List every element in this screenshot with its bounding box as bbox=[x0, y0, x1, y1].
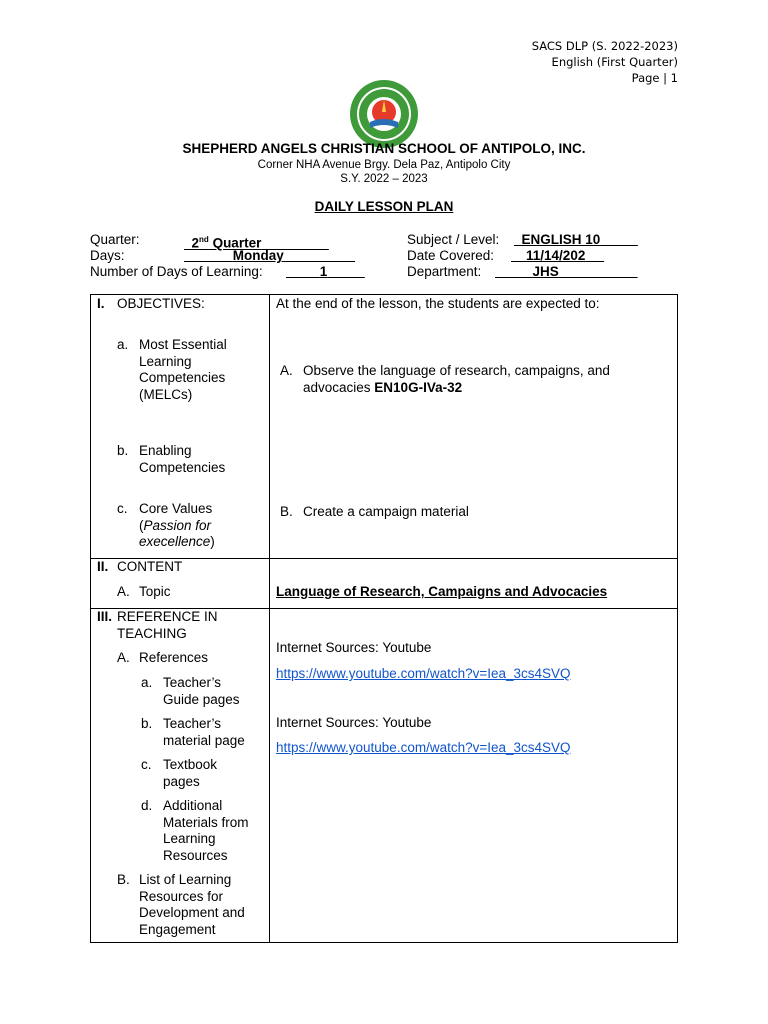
subject-value: ENGLISH 10 bbox=[521, 232, 601, 247]
obj-c-letter: c. bbox=[117, 501, 128, 516]
reference-content-cell bbox=[270, 609, 678, 943]
department-row bbox=[407, 264, 559, 280]
refs-label: References bbox=[139, 650, 209, 665]
ref-c-letter: c. bbox=[141, 757, 152, 772]
obj-b-letter: b. bbox=[117, 443, 129, 458]
topic-value: Language of Research, Campaigns and Advocacies bbox=[276, 584, 608, 599]
ref-a-text: Teacher’s Guide pages bbox=[163, 675, 240, 707]
ref-d-letter: d. bbox=[141, 798, 153, 813]
source-2-link[interactable]: https://www.youtube.com/watch?v=Iea_3cs4SVQ bbox=[276, 740, 571, 755]
obj-b-text: Enabling Competencies bbox=[139, 443, 226, 475]
obj-a-letter: a. bbox=[117, 337, 129, 352]
reference-label: REFERENCE IN TEACHING bbox=[117, 609, 218, 641]
ref-b-letter: b. bbox=[141, 716, 153, 731]
days-label: Days: bbox=[90, 248, 125, 263]
school-logo bbox=[348, 78, 420, 150]
subject-label: Subject / Level: bbox=[407, 232, 500, 247]
department-label: Department: bbox=[407, 264, 482, 279]
refs-letter: A. bbox=[117, 650, 130, 665]
ndays-value: 1 bbox=[319, 264, 328, 279]
obj-c-text: Core Values (Passion for execellence) bbox=[139, 501, 215, 549]
document-title: DAILY LESSON PLAN bbox=[314, 199, 454, 214]
quarter-row bbox=[90, 232, 262, 251]
page-number: Page | 1 bbox=[631, 71, 678, 85]
table-row-reference bbox=[91, 609, 678, 943]
ref-B-letter: B. bbox=[117, 872, 130, 887]
source-2-label: Internet Sources: Youtube bbox=[276, 715, 432, 730]
melc-code: EN10G-IVa-32 bbox=[374, 379, 463, 395]
ndays-row bbox=[90, 264, 328, 280]
subject-row bbox=[407, 232, 601, 248]
obj-a-text: Most Essential Learning Competencies (MELCs) bbox=[139, 337, 227, 402]
department-value: JHS bbox=[532, 264, 559, 279]
source-1-label: Internet Sources: Youtube bbox=[276, 640, 432, 655]
ref-a-letter: a. bbox=[141, 675, 153, 690]
table-row-objectives bbox=[91, 295, 678, 559]
topic-label: Topic bbox=[139, 584, 171, 599]
school-name: SHEPHERD ANGELS CHRISTIAN SCHOOL OF ANTIPOLO, INC. bbox=[182, 141, 586, 156]
source-1-link[interactable]: https://www.youtube.com/watch?v=Iea_3cs4SVQ bbox=[276, 666, 571, 681]
ndays-label: Number of Days of Learning: bbox=[90, 264, 263, 279]
doc-quarter: English (First Quarter) bbox=[551, 55, 678, 69]
topic-letter: A. bbox=[117, 584, 130, 599]
objectives-num: I. bbox=[97, 296, 105, 311]
school-address-block bbox=[0, 158, 768, 186]
reference-num: III. bbox=[97, 609, 113, 624]
ref-c-text: Textbook pages bbox=[163, 757, 218, 789]
school-address: Corner NHA Avenue Brgy. Dela Paz, Antipolo City bbox=[257, 159, 511, 171]
date-value: 11/14/202 bbox=[526, 248, 586, 263]
lesson-plan-table bbox=[90, 294, 678, 943]
ref-B-text: List of Learning Resources for Development and Engagement bbox=[139, 872, 245, 937]
quarter-value: 2nd Quarter bbox=[191, 235, 262, 251]
ref-d-text: Additional Materials from Learning Resources bbox=[163, 798, 249, 863]
date-label: Date Covered: bbox=[407, 248, 495, 263]
date-row bbox=[407, 248, 586, 264]
obj-A-letter: A. bbox=[280, 363, 293, 378]
content-label: CONTENT bbox=[117, 559, 183, 574]
obj-B-text: Create a campaign material bbox=[303, 504, 469, 519]
days-value: Monday bbox=[232, 248, 284, 263]
objectives-label-cell bbox=[91, 295, 270, 559]
content-num: II. bbox=[97, 559, 109, 574]
content-label-cell bbox=[91, 559, 270, 609]
objectives-label: OBJECTIVES: bbox=[117, 296, 205, 311]
obj-B-letter: B. bbox=[280, 504, 293, 519]
page-header-info bbox=[532, 38, 678, 86]
school-year: S.Y. 2022 – 2023 bbox=[340, 173, 428, 185]
quarter-label: Quarter: bbox=[90, 232, 140, 247]
days-row bbox=[90, 248, 284, 264]
objectives-content-cell bbox=[270, 295, 678, 559]
table-row-content bbox=[91, 559, 678, 609]
obj-A-text: Observe the language of research, campaigns, and advocacies EN10G-IVa-32 bbox=[303, 363, 610, 395]
doc-code: SACS DLP (S. 2022-2023) bbox=[531, 39, 678, 53]
content-value-cell bbox=[270, 559, 678, 609]
ref-b-text: Teacher’s material page bbox=[163, 716, 245, 748]
reference-label-cell bbox=[91, 609, 270, 943]
objectives-intro: At the end of the lesson, the students are expected to: bbox=[276, 296, 600, 311]
